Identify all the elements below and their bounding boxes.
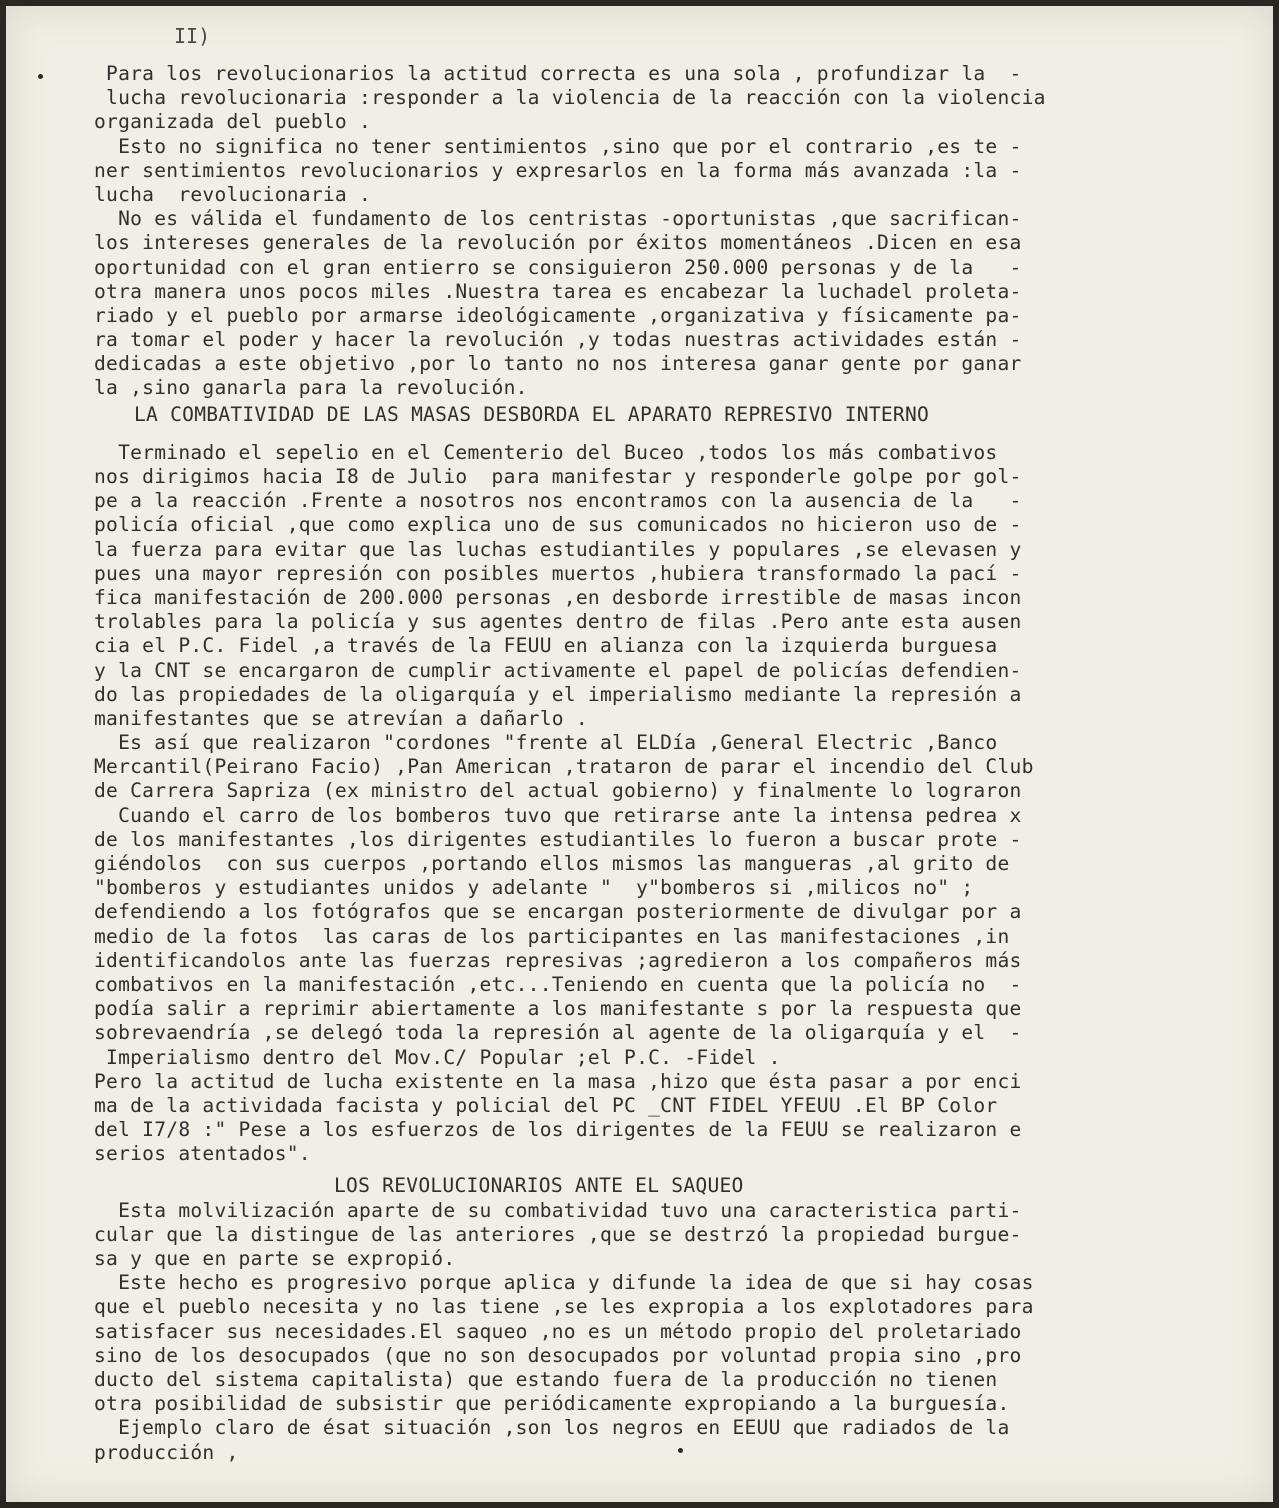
text-line: dedicadas a este objetivo ,por lo tanto no nos interesa ganar gente por ganar: [94, 352, 1022, 376]
text-line: producción ,: [94, 1440, 239, 1464]
typewritten-page: [6, 6, 1273, 1502]
text-line: Esto no significa no tener sentimientos ,sino que por el contrario ,es te -: [94, 134, 1022, 158]
text-line: lucha revolucionaria .: [94, 182, 372, 206]
text-line: pe a la reacción .Frente a nosotros nos encontramos con la ausencia de la -: [94, 489, 1022, 513]
text-line: defendiendo a los fotógrafos que se encargan posteriormente de divulgar por a: [94, 900, 1022, 924]
text-line: la ,sino ganarla para la revolución.: [94, 376, 528, 400]
text-line: riado y el pueblo por armarse ideológicamente ,organizativa y físicamente pa-: [94, 303, 1022, 327]
text-line: cia el P.C. Fidel ,a través de la FEUU en alianza con la izquierda burguesa: [94, 634, 998, 658]
text-line: trolables para la policía y sus agentes dentro de filas .Pero ante esta ausen: [94, 610, 1022, 634]
intro-paragraphs: [94, 62, 1204, 401]
text-line: Para los revolucionarios la actitud correcta es una sola , profundizar la -: [94, 62, 1022, 85]
text-line: Terminado el sepelio en el Cementerio del Buceo ,todos los más combativos: [94, 440, 998, 464]
text-line: Cuando el carro de los bomberos tuvo que retirarse ante la intensa pedrea x: [94, 803, 1022, 827]
text-line: los intereses generales de la revolución por éxitos momentáneos .Dicen en esa: [94, 231, 1022, 255]
text-line: otra manera unos pocos miles .Nuestra tarea es encabezar la luchadel proleta-: [94, 279, 1022, 303]
section-heading-saqueo: LOS REVOLUCIONARIOS ANTE EL SAQUEO: [334, 1174, 744, 1198]
text-line: Esta molvilización aparte de su combatividad tuvo una caracteristica parti-: [94, 1198, 1022, 1222]
text-line: policía oficial ,que como explica uno de sus comunicados no hicieron uso de -: [94, 513, 1022, 537]
text-line: cular que la distingue de las anteriores ,que se destrzó la propiedad burgue-: [94, 1222, 1022, 1246]
text-line: do las propiedades de la oligarquía y el imperialismo mediante la represión a: [94, 682, 1022, 706]
text-line: de Carrera Sapriza (ex ministro del actual gobierno) y finalmente lo lograron: [94, 779, 1022, 803]
section-heading-combatividad: LA COMBATIVIDAD DE LAS MASAS DESBORDA EL APARATO REPRESIVO INTERNO: [134, 402, 930, 426]
text-line: lucha revolucionaria :responder a la violencia de la reacción con la violencia: [94, 86, 1046, 110]
text-line: Ejemplo claro de ésat situación ,son los negros en EEUU que radiados de la: [94, 1416, 1010, 1440]
text-line: organizada del pueblo .: [94, 110, 372, 134]
text-line: Este hecho es progresivo porque aplica y difunde la idea de que si hay cosas: [94, 1271, 1034, 1295]
text-line: manifestantes que se atrevían a dañarlo .: [94, 706, 588, 730]
section-combatividad-body: [94, 441, 1204, 1167]
text-line: que el pueblo necesita y no las tiene ,se les expropia a los explotadores para: [94, 1295, 1034, 1319]
text-line: podía salir a reprimir abiertamente a los manifestante s por la respuesta que: [94, 997, 1022, 1021]
text-line: ner sentimientos revolucionarios y expresarlos en la forma más avanzada :la -: [94, 158, 1022, 182]
text-line: sa y que en parte se expropió.: [94, 1247, 456, 1270]
text-line: combativos en la manifestación ,etc...Teniendo en cuenta que la policía no -: [94, 972, 1022, 996]
page-number: II): [174, 24, 211, 48]
text-line: otra posibilidad de subsistir que periódicamente expropiando a la burguesía.: [94, 1392, 1010, 1416]
text-line: "bomberos y estudiantes unidos y adelante " y"bomberos si ,milicos no" ;: [94, 876, 974, 900]
text-line: No es válida el fundamento de los centristas -oportunistas ,que sacrifican-: [94, 207, 1022, 231]
text-line: Es así que realizaron "cordones "frente al ELDía ,General Electric ,Banco: [94, 731, 998, 755]
text-line: la fuerza para evitar que las luchas estudiantiles y populares ,se elevasen y: [94, 537, 1022, 561]
text-line: serios atentados".: [94, 1142, 311, 1166]
text-line: y la CNT se encargaron de cumplir activamente el papel de policías defendien-: [94, 658, 1022, 682]
text-line: giéndolos con sus cuerpos ,portando ellos mismos las mangueras ,al grito de: [94, 852, 1010, 875]
margin-dot: [38, 74, 43, 79]
text-line: nos dirigimos hacia I8 de Julio para manifestar y responderle golpe por gol-: [94, 465, 1022, 488]
text-line: fica manifestación de 200.000 personas ,en desborde irrestible de masas incon: [94, 585, 1022, 609]
text-line: identificandolos ante las fuerzas represivas ;agredieron a los compañeros más: [94, 948, 1022, 972]
text-line: Imperialismo dentro del Mov.C/ Popular ;el P.C. -Fidel .: [94, 1045, 781, 1069]
text-line: ma de la actividada facista y policial del PC _CNT FIDEL YFEUU .El BP Color: [94, 1093, 998, 1117]
text-line: oportunidad con el gran entierro se consiguieron 250.000 personas y de la -: [94, 255, 1022, 279]
text-line: pues una mayor represión con posibles muertos ,hubiera transformado la pací -: [94, 561, 1022, 585]
text-line: ducto del sistema capitalista) que estando fuera de la producción no tienen: [94, 1367, 998, 1391]
text-line: sino de los desocupados (que no son desocupados por voluntad propia sino ,pro: [94, 1343, 1022, 1367]
text-line: ra tomar el poder y hacer la revolución ,y todas nuestras actividades están -: [94, 328, 1022, 352]
text-line: satisfacer sus necesidades.El saqueo ,no es un método propio del proletariado: [94, 1319, 1022, 1343]
section-saqueo-body: [94, 1199, 1204, 1465]
text-line: sobrevaendría ,se delegó toda la represión al agente de la oligarquía y el -: [94, 1021, 1022, 1045]
text-line: Pero la actitud de lucha existente en la masa ,hizo que ésta pasar a por enci: [94, 1069, 1022, 1093]
text-line: medio de la fotos las caras de los participantes en las manifestaciones ,in: [94, 924, 1010, 948]
text-line: del I7/8 :" Pese a los esfuerzos de los dirigentes de la FEUU se realizaron e: [94, 1118, 1022, 1142]
document-body: [94, 62, 1204, 1465]
text-line: Mercantil(Peirano Facio) ,Pan American ,trataron de parar el incendio del Club: [94, 755, 1034, 779]
text-line: de los manifestantes ,los dirigentes estudiantiles lo fueron a buscar prote -: [94, 827, 1022, 851]
